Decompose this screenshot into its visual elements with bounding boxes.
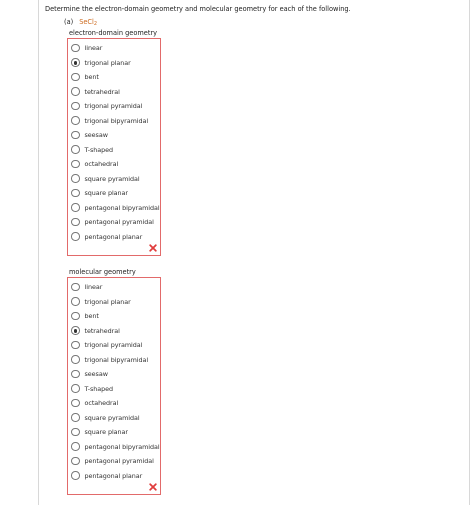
- electron-domain-radio-button[interactable]: [71, 189, 80, 198]
- molecular-radio-button[interactable]: [71, 442, 80, 451]
- molecular-option-pentagonal-bipyramidal[interactable]: [71, 441, 160, 453]
- molecular-option-linear[interactable]: [71, 281, 102, 293]
- electron-domain-option-label: linear: [84, 44, 103, 52]
- molecular-option-tetrahedral[interactable]: [71, 325, 120, 337]
- formula-subscript: 2: [93, 21, 98, 27]
- electron-domain-option-label: T-shaped: [84, 145, 114, 154]
- molecular-option-label: bent: [84, 312, 99, 320]
- molecular-option-trigonal-pyramidal[interactable]: [71, 339, 142, 351]
- molecular-radio-button[interactable]: [71, 326, 80, 335]
- molecular-radio-button[interactable]: [71, 355, 80, 364]
- molecular-radio-button[interactable]: [71, 399, 80, 408]
- molecular-option-label: seesaw: [84, 370, 108, 378]
- part-a-header: [64, 18, 97, 27]
- electron-domain-radio-button[interactable]: [71, 87, 80, 96]
- electron-domain-option-bent[interactable]: [71, 71, 99, 83]
- electron-domain-radio-button[interactable]: [71, 102, 80, 111]
- molecular-option-pentagonal-planar[interactable]: [71, 470, 142, 482]
- electron-domain-option-pentagonal-bipyramidal[interactable]: [71, 202, 160, 214]
- molecular-option-bent[interactable]: [71, 310, 99, 322]
- molecular-option-label: trigonal bipyramidal: [84, 355, 149, 364]
- question-prompt: Determine the electron-domain geometry and molecular geometry for each of the following.: [45, 5, 351, 13]
- electron-domain-option-label: trigonal planar: [84, 58, 131, 67]
- electron-domain-radio-button[interactable]: [71, 58, 80, 67]
- electron-domain-option-square-pyramidal[interactable]: [71, 173, 140, 185]
- molecular-geometry-options-box: [67, 277, 161, 495]
- electron-domain-option-label: pentagonal planar: [84, 232, 143, 241]
- formula-main: SeCl: [79, 18, 94, 26]
- molecular-option-label: tetrahedral: [84, 326, 120, 335]
- molecular-option-label: square pyramidal: [84, 413, 140, 422]
- molecular-option-label: pentagonal planar: [84, 471, 143, 480]
- electron-domain-radio-button[interactable]: [71, 116, 80, 125]
- electron-domain-radio-button[interactable]: [71, 174, 80, 183]
- electron-domain-option-label: octahedral: [84, 160, 119, 168]
- molecular-option-pentagonal-pyramidal[interactable]: [71, 455, 154, 467]
- molecular-option-label: pentagonal pyramidal: [84, 457, 154, 465]
- molecular-radio-button[interactable]: [71, 428, 80, 437]
- incorrect-x-icon: [149, 244, 157, 252]
- molecular-radio-button[interactable]: [71, 413, 80, 422]
- molecular-radio-button[interactable]: [71, 297, 80, 306]
- molecular-option-label: trigonal pyramidal: [84, 341, 143, 349]
- molecular-option-label: linear: [84, 283, 103, 291]
- electron-domain-radio-button[interactable]: [71, 218, 80, 227]
- molecular-option-octahedral[interactable]: [71, 397, 118, 409]
- electron-domain-option-t-shaped[interactable]: [71, 144, 113, 156]
- electron-domain-option-square-planar[interactable]: [71, 187, 128, 199]
- electron-domain-radio-button[interactable]: [71, 44, 80, 53]
- electron-domain-option-trigonal-bipyramidal[interactable]: [71, 115, 148, 127]
- molecular-option-label: T-shaped: [84, 384, 114, 393]
- electron-domain-options-box: [67, 38, 161, 256]
- electron-domain-radio-button[interactable]: [71, 203, 80, 212]
- electron-domain-option-trigonal-pyramidal[interactable]: [71, 100, 142, 112]
- molecular-option-trigonal-planar[interactable]: [71, 296, 131, 308]
- electron-domain-option-tetrahedral[interactable]: [71, 86, 120, 98]
- molecular-radio-button[interactable]: [71, 457, 80, 466]
- electron-domain-radio-button[interactable]: [71, 160, 80, 169]
- electron-domain-option-label: bent: [84, 73, 99, 81]
- molecular-radio-button[interactable]: [71, 384, 80, 393]
- molecular-option-label: pentagonal bipyramidal: [84, 442, 160, 451]
- electron-domain-radio-button[interactable]: [71, 73, 80, 82]
- electron-domain-option-label: trigonal pyramidal: [84, 102, 143, 110]
- electron-domain-option-pentagonal-pyramidal[interactable]: [71, 216, 154, 228]
- molecular-radio-button[interactable]: [71, 471, 80, 480]
- chemical-formula: [79, 18, 97, 26]
- electron-domain-option-label: square pyramidal: [84, 174, 140, 183]
- electron-domain-option-label: tetrahedral: [84, 87, 120, 96]
- electron-domain-option-label: pentagonal bipyramidal: [84, 203, 160, 212]
- electron-domain-radio-button[interactable]: [71, 131, 80, 140]
- molecular-radio-button[interactable]: [71, 283, 80, 292]
- molecular-radio-button[interactable]: [71, 370, 80, 379]
- electron-domain-radio-button[interactable]: [71, 232, 80, 241]
- electron-domain-option-trigonal-planar[interactable]: [71, 57, 131, 69]
- electron-domain-label: electron-domain geometry: [69, 29, 158, 37]
- part-letter: (a): [64, 18, 74, 26]
- molecular-option-label: octahedral: [84, 399, 119, 407]
- electron-domain-radio-button[interactable]: [71, 145, 80, 154]
- electron-domain-option-seesaw[interactable]: [71, 129, 108, 141]
- electron-domain-option-label: trigonal bipyramidal: [84, 116, 149, 125]
- molecular-option-trigonal-bipyramidal[interactable]: [71, 354, 148, 366]
- molecular-option-square-planar[interactable]: [71, 426, 128, 438]
- molecular-option-label: square planar: [84, 428, 128, 436]
- molecular-radio-button[interactable]: [71, 341, 80, 350]
- molecular-option-label: trigonal planar: [84, 297, 131, 306]
- electron-domain-option-label: seesaw: [84, 131, 108, 139]
- incorrect-x-icon: [149, 483, 157, 491]
- electron-domain-option-pentagonal-planar[interactable]: [71, 231, 142, 243]
- electron-domain-option-label: square planar: [84, 189, 128, 197]
- molecular-option-t-shaped[interactable]: [71, 383, 113, 395]
- molecular-geometry-label: molecular geometry: [69, 268, 136, 276]
- molecular-radio-button[interactable]: [71, 312, 80, 321]
- electron-domain-option-label: pentagonal pyramidal: [84, 218, 154, 226]
- molecular-option-seesaw[interactable]: [71, 368, 108, 380]
- molecular-option-square-pyramidal[interactable]: [71, 412, 140, 424]
- electron-domain-option-linear[interactable]: [71, 42, 102, 54]
- electron-domain-option-octahedral[interactable]: [71, 158, 118, 170]
